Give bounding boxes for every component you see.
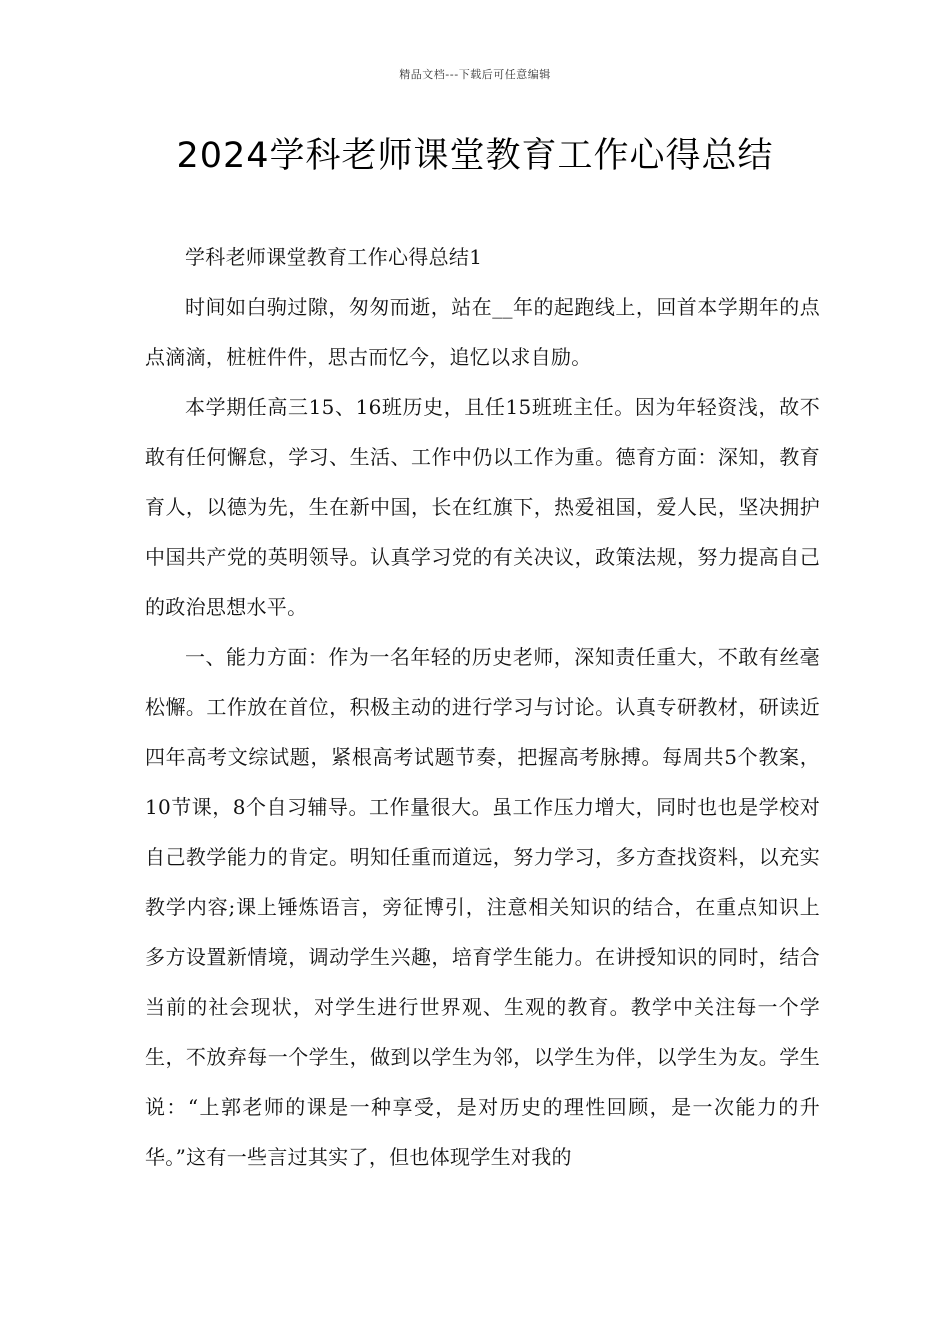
- paragraph-moral-education: 本学期任高三15、16班历史，且任15班班主任。因为年轻资浅，故不敢有任何懈怠，学习、生活、工作中仍以工作为重。德育方面：深知，教育育人，以德为先，生在新中国，长在红旗下，热爱祖国，爱人民，坚决拥护中国共产党的英明领导。认真学习党的有关决议，政策法规，努力提高自己的政治思想水平。: [145, 395, 820, 619]
- document-title: 2024学科老师课堂教育工作心得总结: [176, 136, 774, 176]
- paragraph-intro: 时间如白驹过隙，匆匆而逝，站在__年的起跑线上，回首本学期年的点点滴滴，桩桩件件，思古而忆今，追忆以求自励。: [145, 295, 820, 369]
- paragraph-ability: 一、能力方面：作为一名年轻的历史老师，深知责任重大，不敢有丝毫松懈。工作放在首位，积极主动的进行学习与讨论。认真专研教材，研读近四年高考文综试题，紧根高考试题节奏，把握高考脉搏。每周共5个教案，10节课，8个自习辅导。工作量很大。虽工作压力增大，同时也也是学校对自己教学能力的肯定。明知任重而道远，努力学习，多方查找资料，以充实教学内容;课上锤炼语言，旁征博引，注意相关知识的结合，在重点知识上多方设置新情境，调动学生兴趣，培育学生能力。在讲授知识的同时，结合当前的社会现状，对学生进行世界观、生观的教育。教学中关注每一个学生，不放弃每一个学生，做到以学生为邻，以学生为伴，以学生为友。学生说：“上郭老师的课是一种享受，是对历史的理性回顾，是一次能力的升华。”这有一些言过其实了，但也体现学生对我的: [145, 645, 820, 1169]
- document-body: [145, 232, 820, 1182]
- section-heading: 学科老师课堂教育工作心得总结1: [185, 245, 483, 269]
- header-note: 精品文档---下载后可任意编辑: [399, 68, 551, 81]
